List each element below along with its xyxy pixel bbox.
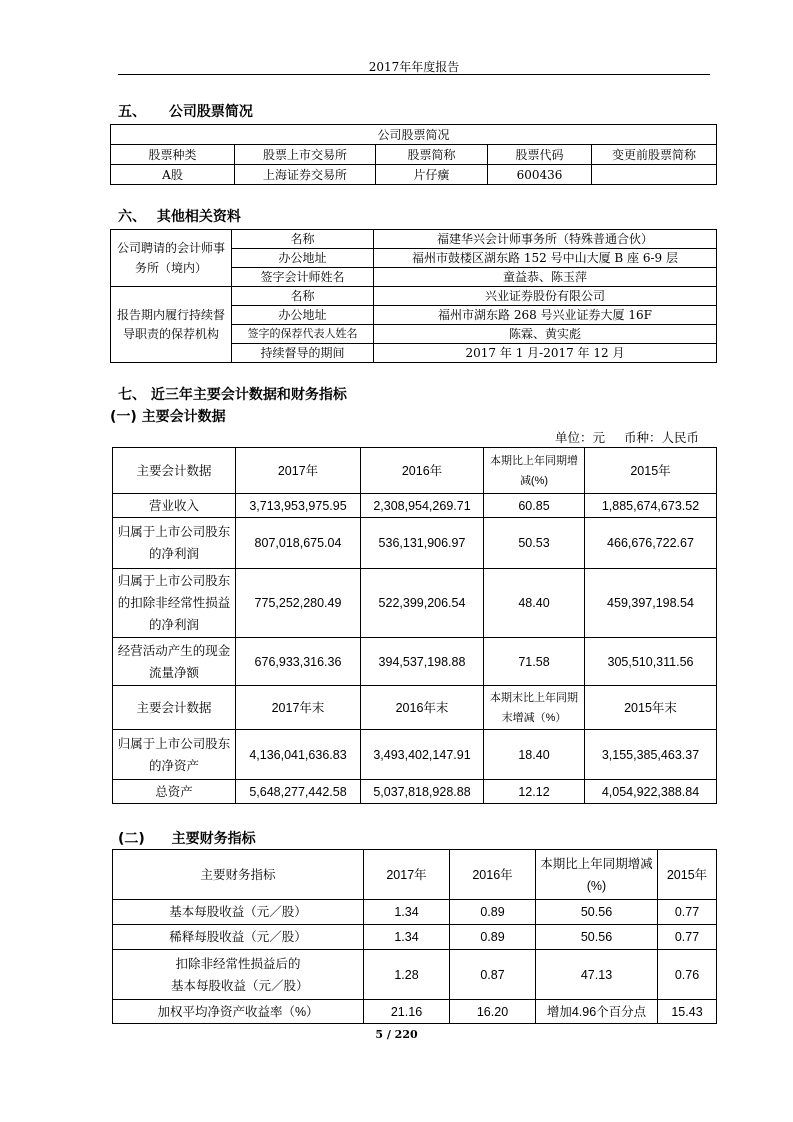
- row-value: 兴业证券股份有限公司: [374, 287, 717, 306]
- table-cell: 16.20: [450, 1000, 536, 1024]
- table-cell: 1.28: [364, 950, 450, 1000]
- column-header: 本期末比上年同期末增减（%）: [484, 686, 585, 730]
- section7-subheading-2: [118, 828, 256, 848]
- table-cell: 0.77: [658, 900, 717, 925]
- table-cell: 305,510,311.56: [585, 638, 717, 686]
- row-label: 总资产: [113, 780, 236, 804]
- section5-heading: [118, 101, 253, 121]
- table-cell: 1.34: [364, 925, 450, 950]
- section5-number: 五、: [118, 104, 146, 120]
- table-cell: 1.34: [364, 900, 450, 925]
- row-label: 稀释每股收益（元／股）: [113, 925, 364, 950]
- section7-heading: 七、 近三年主要会计数据和财务指标: [118, 387, 347, 403]
- row-label: 归属于上市公司股东的净利润: [113, 518, 236, 569]
- table-cell: 2,308,954,269.71: [361, 494, 484, 518]
- column-header: 本期比上年同期增减(%): [484, 448, 585, 494]
- accounting-data-table: [112, 447, 717, 804]
- column-header: 股票上市交易所: [235, 145, 376, 165]
- column-header: 2015年: [585, 448, 717, 494]
- row-key: 签字会计师姓名: [232, 268, 374, 287]
- column-header: 变更前股票简称: [592, 145, 717, 165]
- column-header: 主要会计数据: [113, 448, 236, 494]
- table-cell: 1,885,674,673.52: [585, 494, 717, 518]
- table-cell: 0.76: [658, 950, 717, 1000]
- table-cell: 片仔癀: [376, 165, 488, 185]
- table-cell: 50.56: [536, 900, 658, 925]
- group-label: 公司聘请的会计师事务所（境内）: [111, 230, 232, 287]
- table-cell: 21.16: [364, 1000, 450, 1024]
- financial-indicators-table: [112, 849, 717, 1024]
- currency-label: 币种：人民币: [624, 430, 700, 445]
- table-cell: 50.56: [536, 925, 658, 950]
- section7-subheading-1: (一) 主要会计数据: [110, 409, 226, 425]
- row-value: 福建华兴会计师事务所（特殊普通合伙）: [374, 230, 717, 249]
- column-header: 2015年: [658, 850, 717, 900]
- section6-heading: [118, 206, 241, 226]
- column-header: 主要财务指标: [113, 850, 364, 900]
- table-cell: 676,933,316.36: [236, 638, 361, 686]
- column-header: 2015年末: [585, 686, 717, 730]
- table-cell: 0.89: [450, 925, 536, 950]
- table-cell: 18.40: [484, 730, 585, 780]
- column-header: 股票代码: [488, 145, 592, 165]
- row-value: 福州市湖东路 268 号兴业证券大厦 16F: [374, 306, 717, 325]
- table-cell: 3,493,402,147.91: [361, 730, 484, 780]
- row-label: 归属于上市公司股东的扣除非经常性损益的净利润: [113, 569, 236, 638]
- row-label: 扣除非经常性损益后的基本每股收益（元／股）: [113, 950, 364, 1000]
- row-label: 归属于上市公司股东的净资产: [113, 730, 236, 780]
- table-cell: 522,399,206.54: [361, 569, 484, 638]
- table-cell: 536,131,906.97: [361, 518, 484, 569]
- column-header: 2017年: [364, 850, 450, 900]
- column-header: 2017年: [236, 448, 361, 494]
- column-header: 2016年: [450, 850, 536, 900]
- column-header: 2016年末: [361, 686, 484, 730]
- table-cell: 394,537,198.88: [361, 638, 484, 686]
- row-key: 办公地址: [232, 306, 374, 325]
- table-cell: 775,252,280.49: [236, 569, 361, 638]
- page-number: 5 / 220: [375, 1028, 418, 1041]
- table-cell: A股: [111, 165, 235, 185]
- row-label: 基本每股收益（元／股）: [113, 900, 364, 925]
- row-label: 加权平均净资产收益率（%）: [113, 1000, 364, 1024]
- table-cell: 3,155,385,463.37: [585, 730, 717, 780]
- table-cell: 466,676,722.67: [585, 518, 717, 569]
- table-cell: 0.77: [658, 925, 717, 950]
- table-cell: 50.53: [484, 518, 585, 569]
- row-key: 签字的保荐代表人姓名: [232, 325, 374, 344]
- row-key: 持续督导的期间: [232, 344, 374, 363]
- row-key: 办公地址: [232, 249, 374, 268]
- table-title: 公司股票简况: [111, 125, 717, 145]
- table-cell: 48.40: [484, 569, 585, 638]
- unit-label: 单位：元: [555, 430, 606, 445]
- column-header: 2017年末: [236, 686, 361, 730]
- column-header: 主要会计数据: [113, 686, 236, 730]
- row-value: 福州市鼓楼区湖东路 152 号中山大厦 B 座 6-9 层: [374, 249, 717, 268]
- table-cell: 4,054,922,388.84: [585, 780, 717, 804]
- row-value: 陈霖、黄实彪: [374, 325, 717, 344]
- column-header: 股票种类: [111, 145, 235, 165]
- table-cell: 增加4.96个百分点: [536, 1000, 658, 1024]
- table-cell: 600436: [488, 165, 592, 185]
- sub2-title: 主要财务指标: [171, 831, 256, 847]
- table-cell: 15.43: [658, 1000, 717, 1024]
- section5-title: 公司股票简况: [168, 104, 253, 120]
- table-cell: 0.87: [450, 950, 536, 1000]
- sub2-number: (二): [118, 831, 145, 847]
- page-header: 2017年年度报告: [368, 60, 460, 74]
- table-cell: 47.13: [536, 950, 658, 1000]
- table-cell: 807,018,675.04: [236, 518, 361, 569]
- row-label: 经营活动产生的现金流量净额: [113, 638, 236, 686]
- column-header: 2016年: [361, 448, 484, 494]
- table-cell: 4,136,041,636.83: [236, 730, 361, 780]
- table-cell: 3,713,953,975.95: [236, 494, 361, 518]
- row-key: 名称: [232, 287, 374, 306]
- row-key: 名称: [232, 230, 374, 249]
- row-value: 2017 年 1 月-2017 年 12 月: [374, 344, 717, 363]
- table-cell: 71.58: [484, 638, 585, 686]
- group-label: 报告期内履行持续督导职责的保荐机构: [111, 287, 232, 363]
- table-cell: 5,648,277,442.58: [236, 780, 361, 804]
- section6-title: 其他相关资料: [156, 209, 241, 225]
- stock-overview-table: [110, 124, 717, 185]
- row-value: 童益恭、陈玉萍: [374, 268, 717, 287]
- table-cell: 12.12: [484, 780, 585, 804]
- header-divider: [118, 74, 710, 75]
- table-cell: [592, 165, 717, 185]
- table-cell: 上海证券交易所: [235, 165, 376, 185]
- section6-number: 六、: [118, 209, 146, 225]
- table-cell: 60.85: [484, 494, 585, 518]
- table-cell: 0.89: [450, 900, 536, 925]
- table-cell: 459,397,198.54: [585, 569, 717, 638]
- related-info-table: [110, 229, 717, 363]
- table-cell: 5,037,818,928.88: [361, 780, 484, 804]
- column-header: 本期比上年同期增减(%): [536, 850, 658, 900]
- row-label: 营业收入: [113, 494, 236, 518]
- column-header: 股票简称: [376, 145, 488, 165]
